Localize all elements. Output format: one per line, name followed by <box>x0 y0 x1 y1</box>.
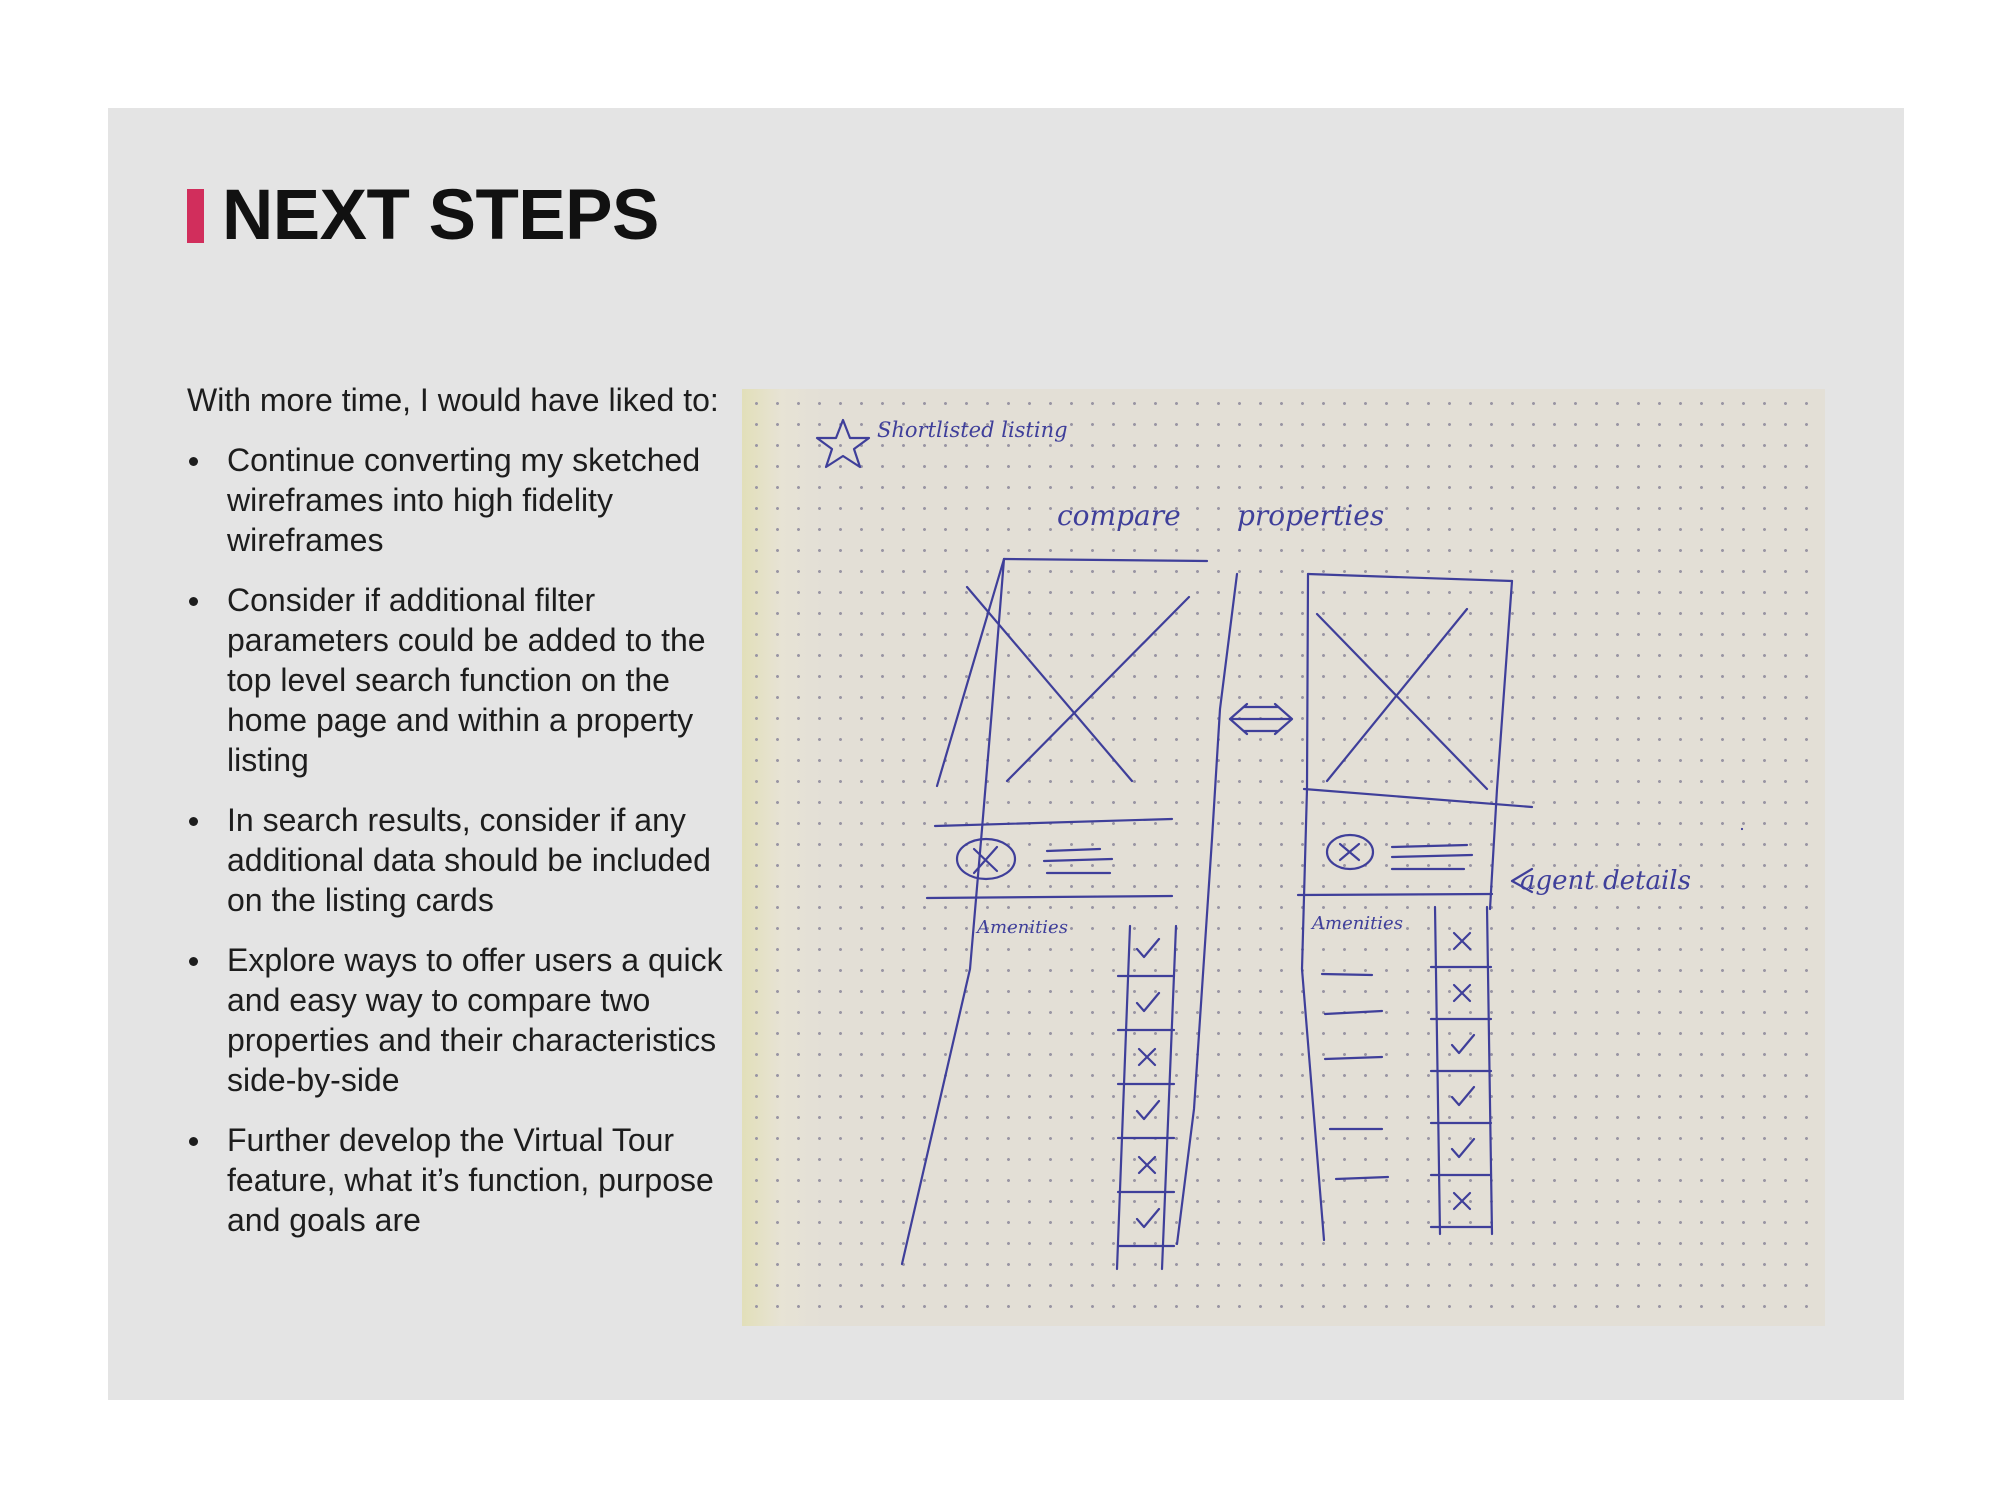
list-item: Continue converting my sketched wireframes into high fidelity wireframes <box>187 440 727 560</box>
star-icon <box>817 420 869 467</box>
cross-icon <box>1454 1193 1470 1209</box>
list-item: In search results, consider if any additional data should be included on the listing cards <box>187 800 727 920</box>
shortlisted-label: Shortlisted listing <box>877 418 1068 442</box>
compare-label: compare <box>1057 499 1181 532</box>
list-item: Consider if additional filter parameters could be added to the top level search function on the home page and within a property listing <box>187 580 727 780</box>
list-item: Explore ways to offer users a quick and easy way to compare two properties and their characteristics side-by-side <box>187 940 727 1100</box>
title-block <box>187 176 659 255</box>
check-icon <box>1452 1035 1474 1053</box>
slide-title: NEXT STEPS <box>222 176 659 255</box>
compare-arrow-icon <box>1230 704 1292 734</box>
bullet-icon <box>189 1137 198 1146</box>
title-accent-bar <box>187 189 204 243</box>
check-icon <box>1137 1209 1159 1227</box>
sketch-drawing <box>742 389 1825 1326</box>
bullet-icon <box>189 457 198 466</box>
intro-text: With more time, I would have liked to: <box>187 382 719 418</box>
cross-icon <box>1454 933 1470 949</box>
cross-icon <box>1139 1049 1155 1065</box>
properties-label: properties <box>1237 499 1385 532</box>
check-icon <box>1137 1101 1159 1119</box>
check-icon <box>1137 939 1159 957</box>
check-icon <box>1137 993 1159 1011</box>
cross-icon <box>1139 1157 1155 1173</box>
wireframe-sketch-photo <box>742 389 1825 1326</box>
bullet-icon <box>189 957 198 966</box>
left-property-frame <box>902 559 1237 1269</box>
list-item: Further develop the Virtual Tour feature, what it’s function, purpose and goals are <box>187 1120 727 1240</box>
bullet-icon <box>189 597 198 606</box>
check-icon <box>1452 1087 1474 1105</box>
cross-icon <box>1454 985 1470 1001</box>
amenities-right-label: Amenities <box>1312 913 1403 934</box>
agent-details-label: agent details <box>1520 866 1691 896</box>
body-text <box>187 380 727 1260</box>
check-icon <box>1452 1139 1474 1157</box>
right-property-frame <box>1298 574 1742 1240</box>
amenities-left-label: Amenities <box>977 917 1068 938</box>
next-steps-list <box>187 440 727 1240</box>
slide <box>108 108 1904 1400</box>
bullet-icon <box>189 817 198 826</box>
